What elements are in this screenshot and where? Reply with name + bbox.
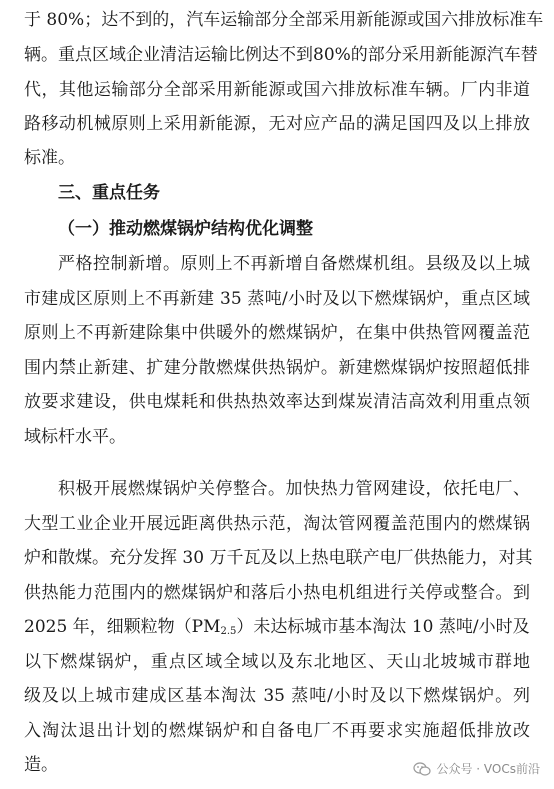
p2-line-3: 炉和散煤。充分发挥 30 万千瓦及以上热电联产电厂供热能力，对其 [24, 548, 533, 568]
p2-line-6: 以下燃煤锅炉，重点区域全域以及东北地区、天山北坡城市群地 [24, 652, 530, 672]
section-heading: 三、重点任务 [58, 183, 160, 203]
p1-line-6: 域标杆水平。 [24, 427, 126, 447]
p2-line-4: 供热能力范围内的燃煤锅炉和落后小热电机组进行关停或整合。到 [24, 583, 530, 603]
p2-line-5-head: 2025 年，细颗粒物（PM [24, 617, 221, 637]
wechat-watermark [413, 760, 540, 777]
p2-line-8: 入淘汰退出计划的燃煤锅炉和自备电厂不再要求实施超低排放改 [24, 721, 530, 741]
intro-line-5: 标准。 [24, 148, 75, 168]
p1-line-1: 严格控制新增。原则上不再新增自备燃煤机组。县级及以上城 [58, 254, 530, 274]
intro-line-1: 于 80%；达不到的，汽车运输部分全部采用新能源或国六排放标准车 [24, 10, 544, 30]
sub-heading: （一）推动燃煤锅炉结构优化调整 [58, 219, 313, 239]
p1-line-3: 原则上不再新建除集中供暖外的燃煤锅炉，在集中供热管网覆盖范 [24, 323, 530, 343]
intro-line-2: 辆。重点区域企业清洁运输比例达不到80%的部分采用新能源汽车替 [24, 45, 538, 65]
watermark-text: 公众号 · VOCs前沿 [436, 762, 540, 776]
p1-line-4: 围内禁止新建、扩建分散燃煤供热锅炉。新建燃煤锅炉按照超低排 [24, 358, 530, 378]
pm-subscript: 2.5 [220, 626, 237, 637]
p2-line-1: 积极开展燃煤锅炉关停整合。加快热力管网建设，依托电厂、 [58, 479, 530, 499]
intro-line-4: 路移动机械原则上采用新能源，无对应产品的满足国四及以上排放 [24, 114, 530, 134]
p2-line-9: 造。 [24, 755, 58, 775]
intro-line-3: 代，其他运输部分全部采用新能源或国六排放标准车辆。厂内非道 [24, 80, 530, 100]
p1-line-2: 市建成区原则上不再新建 35 蒸吨/小时及以下燃煤锅炉，重点区域 [24, 289, 530, 309]
wechat-icon [413, 762, 431, 776]
p1-line-5: 放要求建设，供电煤耗和供热热效率达到煤炭清洁高效利用重点领 [24, 392, 530, 412]
p2-line-2: 大型工业企业开展远距离供热示范，淘汰管网覆盖范围内的燃煤锅 [24, 514, 530, 534]
p2-line-5-tail: ）未达标城市基本淘汰 10 蒸吨/小时及 [236, 617, 530, 637]
p2-line-5 [24, 617, 530, 642]
p2-line-7: 级及以上城市建成区基本淘汰 35 蒸吨/小时及以下燃煤锅炉。列 [24, 686, 530, 706]
